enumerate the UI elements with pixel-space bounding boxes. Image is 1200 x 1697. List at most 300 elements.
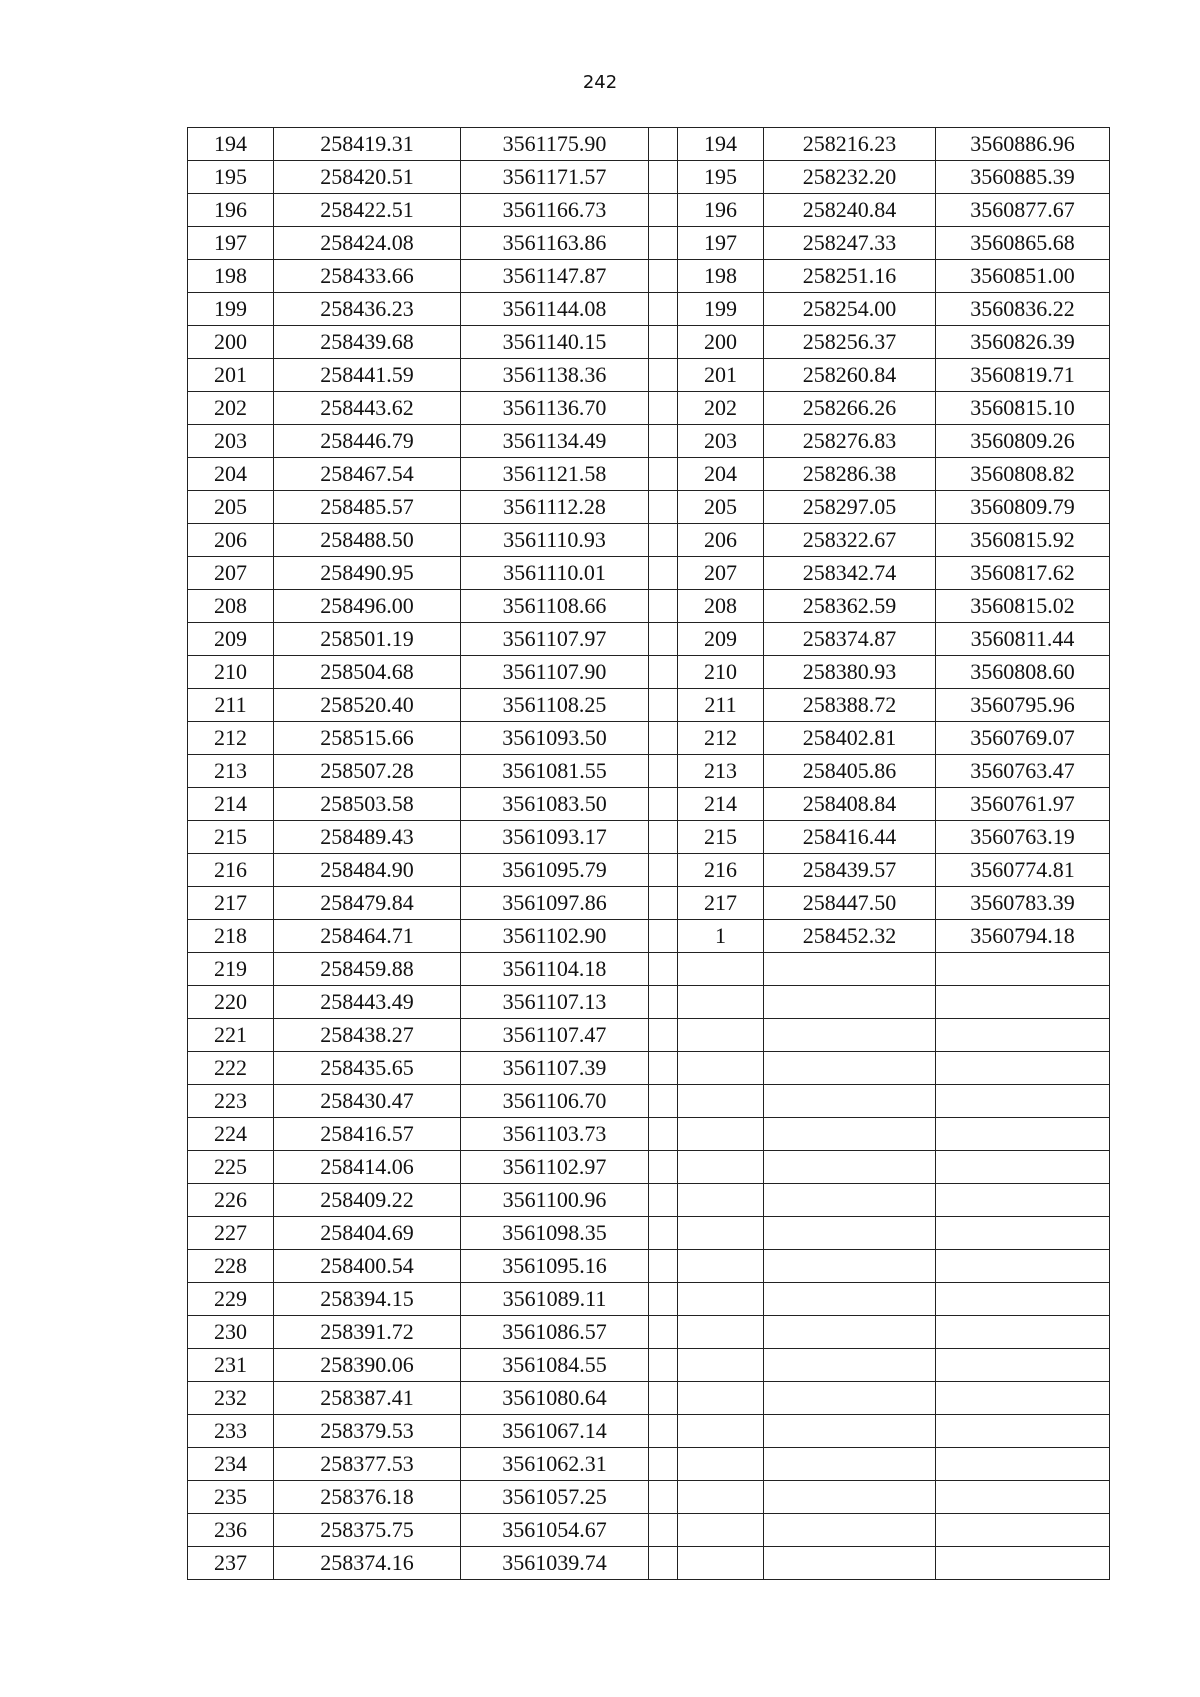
- right-y-coordinate-cell: 3560817.62: [936, 557, 1110, 590]
- left-x-coordinate-cell: 258479.84: [274, 887, 461, 920]
- right-y-coordinate-cell: [936, 1547, 1110, 1580]
- left-x-coordinate-cell: 258490.95: [274, 557, 461, 590]
- right-x-coordinate-cell: 258216.23: [764, 128, 936, 161]
- table-row: [188, 392, 1110, 425]
- table-row: [188, 1217, 1110, 1250]
- gap-cell: [649, 1019, 678, 1052]
- left-point-number-cell: 219: [188, 953, 274, 986]
- right-point-number-cell: [678, 1514, 764, 1547]
- right-point-number-cell: [678, 1052, 764, 1085]
- right-x-coordinate-cell: 258447.50: [764, 887, 936, 920]
- right-point-number-cell: 200: [678, 326, 764, 359]
- right-y-coordinate-cell: [936, 1316, 1110, 1349]
- left-point-number-cell: 230: [188, 1316, 274, 1349]
- right-x-coordinate-cell: 258286.38: [764, 458, 936, 491]
- gap-cell: [649, 1349, 678, 1382]
- right-point-number-cell: [678, 986, 764, 1019]
- left-x-coordinate-cell: 258520.40: [274, 689, 461, 722]
- left-y-coordinate-cell: 3561138.36: [461, 359, 649, 392]
- left-y-coordinate-cell: 3561106.70: [461, 1085, 649, 1118]
- left-point-number-cell: 231: [188, 1349, 274, 1382]
- left-point-number-cell: 202: [188, 392, 274, 425]
- right-point-number-cell: [678, 1019, 764, 1052]
- gap-cell: [649, 1151, 678, 1184]
- right-y-coordinate-cell: [936, 1349, 1110, 1382]
- left-point-number-cell: 211: [188, 689, 274, 722]
- left-y-coordinate-cell: 3561093.50: [461, 722, 649, 755]
- left-x-coordinate-cell: 258515.66: [274, 722, 461, 755]
- left-x-coordinate-cell: 258379.53: [274, 1415, 461, 1448]
- table-row: [188, 161, 1110, 194]
- table-row: [188, 821, 1110, 854]
- left-point-number-cell: 194: [188, 128, 274, 161]
- left-y-coordinate-cell: 3561067.14: [461, 1415, 649, 1448]
- right-x-coordinate-cell: [764, 1118, 936, 1151]
- left-y-coordinate-cell: 3561136.70: [461, 392, 649, 425]
- table-row: [188, 458, 1110, 491]
- table-row: [188, 623, 1110, 656]
- left-x-coordinate-cell: 258464.71: [274, 920, 461, 953]
- left-x-coordinate-cell: 258438.27: [274, 1019, 461, 1052]
- right-x-coordinate-cell: 258452.32: [764, 920, 936, 953]
- left-point-number-cell: 229: [188, 1283, 274, 1316]
- table-row: [188, 524, 1110, 557]
- gap-cell: [649, 755, 678, 788]
- right-x-coordinate-cell: 258266.26: [764, 392, 936, 425]
- right-y-coordinate-cell: [936, 1184, 1110, 1217]
- right-x-coordinate-cell: 258232.20: [764, 161, 936, 194]
- right-point-number-cell: 213: [678, 755, 764, 788]
- right-point-number-cell: 210: [678, 656, 764, 689]
- right-y-coordinate-cell: [936, 1052, 1110, 1085]
- left-y-coordinate-cell: 3561104.18: [461, 953, 649, 986]
- left-point-number-cell: 205: [188, 491, 274, 524]
- gap-cell: [649, 1448, 678, 1481]
- left-x-coordinate-cell: 258435.65: [274, 1052, 461, 1085]
- gap-cell: [649, 689, 678, 722]
- right-point-number-cell: 216: [678, 854, 764, 887]
- left-point-number-cell: 196: [188, 194, 274, 227]
- right-x-coordinate-cell: 258322.67: [764, 524, 936, 557]
- left-y-coordinate-cell: 3561134.49: [461, 425, 649, 458]
- right-x-coordinate-cell: [764, 1019, 936, 1052]
- coordinates-table-body: [188, 128, 1110, 1580]
- left-point-number-cell: 227: [188, 1217, 274, 1250]
- left-point-number-cell: 214: [188, 788, 274, 821]
- left-point-number-cell: 224: [188, 1118, 274, 1151]
- table-row: [188, 656, 1110, 689]
- right-y-coordinate-cell: 3560774.81: [936, 854, 1110, 887]
- gap-cell: [649, 293, 678, 326]
- left-x-coordinate-cell: 258504.68: [274, 656, 461, 689]
- left-y-coordinate-cell: 3561107.39: [461, 1052, 649, 1085]
- left-point-number-cell: 232: [188, 1382, 274, 1415]
- left-y-coordinate-cell: 3561107.13: [461, 986, 649, 1019]
- right-point-number-cell: 195: [678, 161, 764, 194]
- right-y-coordinate-cell: 3560763.47: [936, 755, 1110, 788]
- left-point-number-cell: 204: [188, 458, 274, 491]
- left-y-coordinate-cell: 3561083.50: [461, 788, 649, 821]
- right-x-coordinate-cell: [764, 986, 936, 1019]
- gap-cell: [649, 359, 678, 392]
- gap-cell: [649, 722, 678, 755]
- right-x-coordinate-cell: [764, 1349, 936, 1382]
- table-row: [188, 722, 1110, 755]
- table-row: [188, 1316, 1110, 1349]
- left-y-coordinate-cell: 3561089.11: [461, 1283, 649, 1316]
- table-row: [188, 1184, 1110, 1217]
- right-y-coordinate-cell: 3560808.82: [936, 458, 1110, 491]
- left-point-number-cell: 199: [188, 293, 274, 326]
- left-point-number-cell: 222: [188, 1052, 274, 1085]
- table-row: [188, 1547, 1110, 1580]
- right-y-coordinate-cell: [936, 1382, 1110, 1415]
- left-point-number-cell: 206: [188, 524, 274, 557]
- right-point-number-cell: 202: [678, 392, 764, 425]
- right-point-number-cell: [678, 1382, 764, 1415]
- left-point-number-cell: 228: [188, 1250, 274, 1283]
- right-x-coordinate-cell: [764, 1481, 936, 1514]
- gap-cell: [649, 1217, 678, 1250]
- table-row: [188, 986, 1110, 1019]
- gap-cell: [649, 227, 678, 260]
- left-y-coordinate-cell: 3561095.16: [461, 1250, 649, 1283]
- left-y-coordinate-cell: 3561175.90: [461, 128, 649, 161]
- left-point-number-cell: 201: [188, 359, 274, 392]
- table-row: [188, 854, 1110, 887]
- table-row: [188, 788, 1110, 821]
- gap-cell: [649, 887, 678, 920]
- right-x-coordinate-cell: [764, 1382, 936, 1415]
- table-row: [188, 1151, 1110, 1184]
- table-row: [188, 1349, 1110, 1382]
- right-y-coordinate-cell: 3560794.18: [936, 920, 1110, 953]
- right-point-number-cell: [678, 1118, 764, 1151]
- left-x-coordinate-cell: 258387.41: [274, 1382, 461, 1415]
- table-row: [188, 227, 1110, 260]
- left-x-coordinate-cell: 258422.51: [274, 194, 461, 227]
- right-point-number-cell: [678, 953, 764, 986]
- right-x-coordinate-cell: [764, 1250, 936, 1283]
- gap-cell: [649, 425, 678, 458]
- left-x-coordinate-cell: 258394.15: [274, 1283, 461, 1316]
- left-y-coordinate-cell: 3561093.17: [461, 821, 649, 854]
- right-x-coordinate-cell: [764, 1184, 936, 1217]
- table-row: [188, 260, 1110, 293]
- right-x-coordinate-cell: 258374.87: [764, 623, 936, 656]
- gap-cell: [649, 557, 678, 590]
- gap-cell: [649, 1415, 678, 1448]
- right-x-coordinate-cell: [764, 1085, 936, 1118]
- left-x-coordinate-cell: 258420.51: [274, 161, 461, 194]
- left-point-number-cell: 195: [188, 161, 274, 194]
- left-x-coordinate-cell: 258390.06: [274, 1349, 461, 1382]
- right-x-coordinate-cell: 258380.93: [764, 656, 936, 689]
- table-row: [188, 920, 1110, 953]
- right-y-coordinate-cell: [936, 1250, 1110, 1283]
- left-point-number-cell: 235: [188, 1481, 274, 1514]
- table-row: [188, 194, 1110, 227]
- right-y-coordinate-cell: 3560763.19: [936, 821, 1110, 854]
- right-x-coordinate-cell: [764, 1217, 936, 1250]
- right-point-number-cell: 208: [678, 590, 764, 623]
- gap-cell: [649, 1118, 678, 1151]
- left-y-coordinate-cell: 3561081.55: [461, 755, 649, 788]
- right-x-coordinate-cell: [764, 1151, 936, 1184]
- right-point-number-cell: 203: [678, 425, 764, 458]
- right-point-number-cell: 198: [678, 260, 764, 293]
- right-y-coordinate-cell: [936, 1481, 1110, 1514]
- left-y-coordinate-cell: 3561039.74: [461, 1547, 649, 1580]
- right-point-number-cell: 196: [678, 194, 764, 227]
- left-point-number-cell: 212: [188, 722, 274, 755]
- table-row: [188, 590, 1110, 623]
- right-x-coordinate-cell: [764, 1514, 936, 1547]
- table-row: [188, 1283, 1110, 1316]
- left-y-coordinate-cell: 3561062.31: [461, 1448, 649, 1481]
- right-point-number-cell: 197: [678, 227, 764, 260]
- right-x-coordinate-cell: 258276.83: [764, 425, 936, 458]
- right-x-coordinate-cell: 258240.84: [764, 194, 936, 227]
- right-point-number-cell: [678, 1217, 764, 1250]
- coordinates-table: [187, 127, 1110, 1580]
- left-point-number-cell: 237: [188, 1547, 274, 1580]
- left-y-coordinate-cell: 3561102.97: [461, 1151, 649, 1184]
- left-x-coordinate-cell: 258503.58: [274, 788, 461, 821]
- gap-cell: [649, 1250, 678, 1283]
- left-point-number-cell: 220: [188, 986, 274, 1019]
- left-y-coordinate-cell: 3561054.67: [461, 1514, 649, 1547]
- gap-cell: [649, 1316, 678, 1349]
- left-point-number-cell: 208: [188, 590, 274, 623]
- left-y-coordinate-cell: 3561166.73: [461, 194, 649, 227]
- gap-cell: [649, 194, 678, 227]
- gap-cell: [649, 392, 678, 425]
- left-y-coordinate-cell: 3561110.01: [461, 557, 649, 590]
- gap-cell: [649, 326, 678, 359]
- table-row: [188, 1052, 1110, 1085]
- left-x-coordinate-cell: 258485.57: [274, 491, 461, 524]
- left-y-coordinate-cell: 3561086.57: [461, 1316, 649, 1349]
- right-x-coordinate-cell: 258260.84: [764, 359, 936, 392]
- right-y-coordinate-cell: 3560809.26: [936, 425, 1110, 458]
- table-row: [188, 1448, 1110, 1481]
- left-x-coordinate-cell: 258376.18: [274, 1481, 461, 1514]
- right-point-number-cell: 199: [678, 293, 764, 326]
- right-y-coordinate-cell: 3560815.10: [936, 392, 1110, 425]
- left-x-coordinate-cell: 258391.72: [274, 1316, 461, 1349]
- right-y-coordinate-cell: 3560808.60: [936, 656, 1110, 689]
- left-x-coordinate-cell: 258446.79: [274, 425, 461, 458]
- right-y-coordinate-cell: [936, 1118, 1110, 1151]
- right-x-coordinate-cell: 258362.59: [764, 590, 936, 623]
- left-x-coordinate-cell: 258443.62: [274, 392, 461, 425]
- left-y-coordinate-cell: 3561108.66: [461, 590, 649, 623]
- right-x-coordinate-cell: [764, 1283, 936, 1316]
- right-point-number-cell: 209: [678, 623, 764, 656]
- right-point-number-cell: [678, 1316, 764, 1349]
- right-point-number-cell: 204: [678, 458, 764, 491]
- left-point-number-cell: 197: [188, 227, 274, 260]
- right-y-coordinate-cell: 3560769.07: [936, 722, 1110, 755]
- right-point-number-cell: [678, 1481, 764, 1514]
- table-row: [188, 755, 1110, 788]
- right-point-number-cell: 211: [678, 689, 764, 722]
- gap-cell: [649, 1382, 678, 1415]
- left-x-coordinate-cell: 258377.53: [274, 1448, 461, 1481]
- left-y-coordinate-cell: 3561080.64: [461, 1382, 649, 1415]
- right-point-number-cell: [678, 1415, 764, 1448]
- left-x-coordinate-cell: 258416.57: [274, 1118, 461, 1151]
- left-x-coordinate-cell: 258467.54: [274, 458, 461, 491]
- right-y-coordinate-cell: 3560865.68: [936, 227, 1110, 260]
- left-point-number-cell: 198: [188, 260, 274, 293]
- right-x-coordinate-cell: [764, 1448, 936, 1481]
- right-y-coordinate-cell: 3560877.67: [936, 194, 1110, 227]
- left-point-number-cell: 225: [188, 1151, 274, 1184]
- left-x-coordinate-cell: 258404.69: [274, 1217, 461, 1250]
- right-x-coordinate-cell: 258342.74: [764, 557, 936, 590]
- right-y-coordinate-cell: 3560811.44: [936, 623, 1110, 656]
- gap-cell: [649, 1052, 678, 1085]
- left-y-coordinate-cell: 3561100.96: [461, 1184, 649, 1217]
- right-y-coordinate-cell: 3560815.92: [936, 524, 1110, 557]
- right-point-number-cell: 194: [678, 128, 764, 161]
- right-x-coordinate-cell: [764, 1316, 936, 1349]
- left-y-coordinate-cell: 3561107.47: [461, 1019, 649, 1052]
- right-point-number-cell: [678, 1250, 764, 1283]
- page-number: 242: [582, 72, 618, 93]
- gap-cell: [649, 788, 678, 821]
- right-x-coordinate-cell: 258388.72: [764, 689, 936, 722]
- right-y-coordinate-cell: 3560783.39: [936, 887, 1110, 920]
- left-y-coordinate-cell: 3561102.90: [461, 920, 649, 953]
- left-x-coordinate-cell: 258414.06: [274, 1151, 461, 1184]
- right-y-coordinate-cell: [936, 1085, 1110, 1118]
- right-y-coordinate-cell: 3560826.39: [936, 326, 1110, 359]
- table-row: [188, 1085, 1110, 1118]
- right-x-coordinate-cell: [764, 953, 936, 986]
- right-point-number-cell: [678, 1085, 764, 1118]
- right-point-number-cell: [678, 1151, 764, 1184]
- right-point-number-cell: 1: [678, 920, 764, 953]
- right-x-coordinate-cell: [764, 1547, 936, 1580]
- left-y-coordinate-cell: 3561171.57: [461, 161, 649, 194]
- right-y-coordinate-cell: 3560819.71: [936, 359, 1110, 392]
- right-y-coordinate-cell: [936, 1415, 1110, 1448]
- right-point-number-cell: [678, 1184, 764, 1217]
- gap-cell: [649, 854, 678, 887]
- left-x-coordinate-cell: 258424.08: [274, 227, 461, 260]
- right-y-coordinate-cell: 3560815.02: [936, 590, 1110, 623]
- left-point-number-cell: 209: [188, 623, 274, 656]
- left-x-coordinate-cell: 258501.19: [274, 623, 461, 656]
- table-row: [188, 1481, 1110, 1514]
- left-x-coordinate-cell: 258488.50: [274, 524, 461, 557]
- right-point-number-cell: 201: [678, 359, 764, 392]
- right-x-coordinate-cell: [764, 1415, 936, 1448]
- table-row: [188, 1415, 1110, 1448]
- table-row: [188, 887, 1110, 920]
- right-x-coordinate-cell: 258297.05: [764, 491, 936, 524]
- table-row: [188, 1118, 1110, 1151]
- table-row: [188, 359, 1110, 392]
- left-x-coordinate-cell: 258436.23: [274, 293, 461, 326]
- left-y-coordinate-cell: 3561121.58: [461, 458, 649, 491]
- left-x-coordinate-cell: 258441.59: [274, 359, 461, 392]
- left-y-coordinate-cell: 3561098.35: [461, 1217, 649, 1250]
- table-row: [188, 326, 1110, 359]
- gap-cell: [649, 458, 678, 491]
- left-point-number-cell: 213: [188, 755, 274, 788]
- right-x-coordinate-cell: 258256.37: [764, 326, 936, 359]
- right-x-coordinate-cell: 258251.16: [764, 260, 936, 293]
- left-point-number-cell: 226: [188, 1184, 274, 1217]
- right-point-number-cell: 212: [678, 722, 764, 755]
- left-y-coordinate-cell: 3561103.73: [461, 1118, 649, 1151]
- right-point-number-cell: 214: [678, 788, 764, 821]
- right-point-number-cell: [678, 1283, 764, 1316]
- gap-cell: [649, 986, 678, 1019]
- left-y-coordinate-cell: 3561108.25: [461, 689, 649, 722]
- right-y-coordinate-cell: 3560886.96: [936, 128, 1110, 161]
- gap-cell: [649, 1547, 678, 1580]
- gap-cell: [649, 491, 678, 524]
- gap-cell: [649, 590, 678, 623]
- right-y-coordinate-cell: 3560795.96: [936, 689, 1110, 722]
- left-point-number-cell: 215: [188, 821, 274, 854]
- table-row: [188, 953, 1110, 986]
- right-x-coordinate-cell: 258247.33: [764, 227, 936, 260]
- right-point-number-cell: 206: [678, 524, 764, 557]
- right-x-coordinate-cell: 258254.00: [764, 293, 936, 326]
- left-x-coordinate-cell: 258430.47: [274, 1085, 461, 1118]
- right-point-number-cell: [678, 1349, 764, 1382]
- left-x-coordinate-cell: 258374.16: [274, 1547, 461, 1580]
- right-y-coordinate-cell: [936, 1283, 1110, 1316]
- gap-cell: [649, 920, 678, 953]
- right-y-coordinate-cell: [936, 986, 1110, 1019]
- left-x-coordinate-cell: 258489.43: [274, 821, 461, 854]
- left-x-coordinate-cell: 258443.49: [274, 986, 461, 1019]
- left-point-number-cell: 223: [188, 1085, 274, 1118]
- left-x-coordinate-cell: 258419.31: [274, 128, 461, 161]
- gap-cell: [649, 1283, 678, 1316]
- right-point-number-cell: 207: [678, 557, 764, 590]
- table-row: [188, 689, 1110, 722]
- left-point-number-cell: 234: [188, 1448, 274, 1481]
- right-y-coordinate-cell: 3560836.22: [936, 293, 1110, 326]
- gap-cell: [649, 623, 678, 656]
- right-y-coordinate-cell: [936, 1151, 1110, 1184]
- gap-cell: [649, 656, 678, 689]
- left-point-number-cell: 216: [188, 854, 274, 887]
- left-point-number-cell: 200: [188, 326, 274, 359]
- left-y-coordinate-cell: 3561095.79: [461, 854, 649, 887]
- gap-cell: [649, 128, 678, 161]
- left-y-coordinate-cell: 3561084.55: [461, 1349, 649, 1382]
- right-y-coordinate-cell: 3560885.39: [936, 161, 1110, 194]
- gap-cell: [649, 1085, 678, 1118]
- right-y-coordinate-cell: [936, 1514, 1110, 1547]
- table-row: [188, 557, 1110, 590]
- right-y-coordinate-cell: 3560851.00: [936, 260, 1110, 293]
- left-x-coordinate-cell: 258375.75: [274, 1514, 461, 1547]
- left-y-coordinate-cell: 3561107.90: [461, 656, 649, 689]
- left-point-number-cell: 207: [188, 557, 274, 590]
- right-x-coordinate-cell: [764, 1052, 936, 1085]
- right-point-number-cell: 215: [678, 821, 764, 854]
